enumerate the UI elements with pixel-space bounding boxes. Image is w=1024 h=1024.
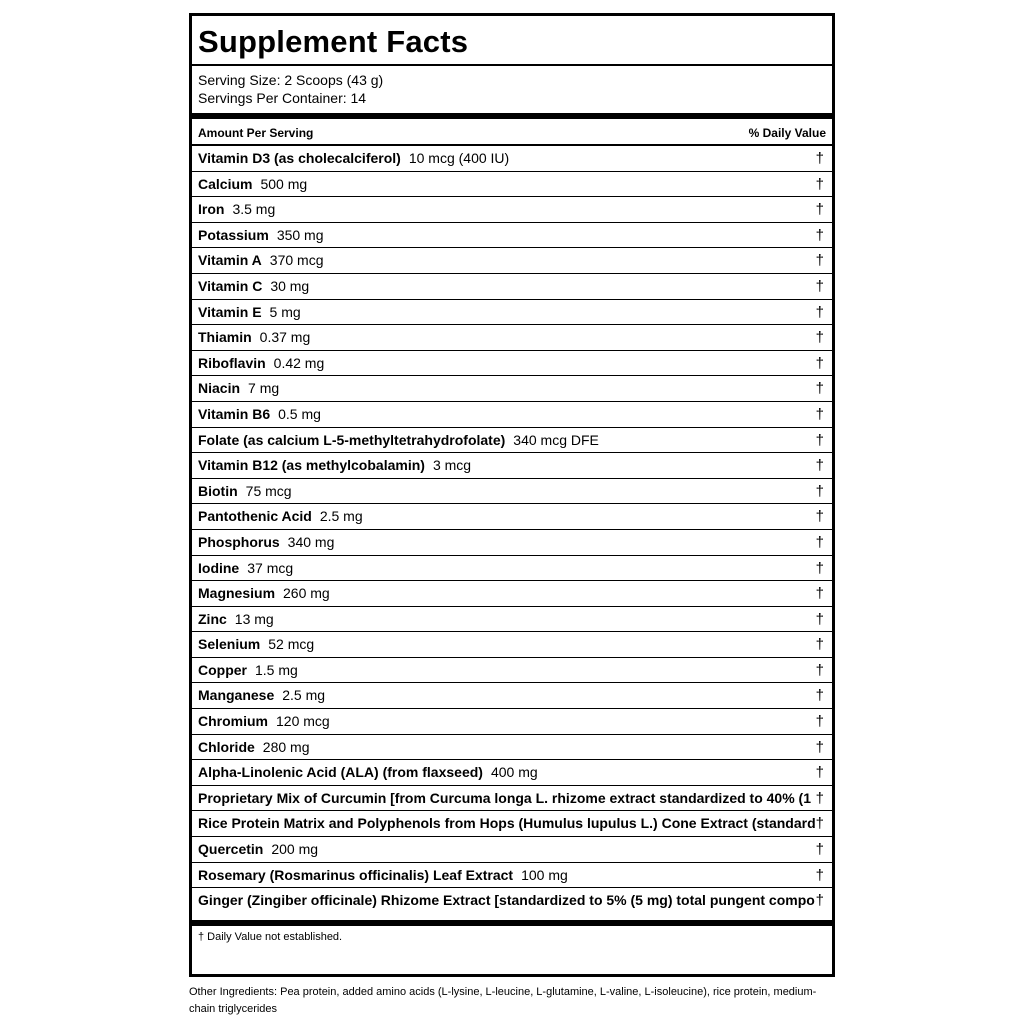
nutrient-entry: [198, 683, 325, 707]
nutrient-entry: [198, 863, 568, 887]
nutrient-amount: 0.42 mg: [273, 354, 325, 371]
nutrient-amount: 370 mcg: [269, 252, 324, 269]
nutrient-row: [192, 863, 832, 889]
nutrient-amount: 5 mg: [269, 303, 301, 320]
nutrient-amount: 1.5 mg: [255, 661, 298, 678]
nutrient-entry: [198, 837, 318, 861]
supplement-facts-panel: [189, 13, 835, 977]
nutrient-entry: [198, 658, 298, 682]
nutrient-name: Manganese: [198, 687, 275, 704]
nutrient-row: [192, 811, 832, 837]
nutrient-entry: [198, 556, 293, 580]
nutrient-name: Selenium: [198, 636, 261, 653]
nutrient-amount: 37 mcg: [247, 559, 294, 576]
nutrient-amount: 10 mcg (400 IU): [408, 150, 510, 166]
amount-per-serving-header: Amount Per Serving: [198, 126, 314, 140]
nutrient-entry: [198, 632, 314, 656]
dagger-symbol: †: [815, 636, 824, 654]
nutrient-row: [192, 556, 832, 582]
nutrient-row: [192, 248, 832, 274]
nutrient-row: [192, 504, 832, 530]
nutrient-row: [192, 658, 832, 684]
dagger-symbol: †: [815, 277, 824, 295]
nutrient-row: [192, 428, 832, 454]
nutrient-name: Folate (as calcium L-5-methyltetrahydrofolate): [198, 431, 506, 448]
nutrient-amount: 100 mg: [521, 866, 568, 883]
nutrient-row: [192, 786, 832, 812]
nutrient-name: Iodine: [198, 559, 240, 576]
nutrient-entry: [198, 504, 363, 528]
nutrient-name: Rosemary (Rosmarinus officinalis) Leaf Extract: [198, 866, 514, 883]
nutrient-name: Magnesium: [198, 585, 276, 602]
dagger-symbol: †: [815, 150, 824, 167]
nutrient-entry: [198, 248, 324, 272]
dagger-symbol: †: [815, 661, 824, 679]
nutrient-amount: 7 mg: [248, 380, 280, 397]
nutrient-entry: [198, 402, 321, 426]
nutrient-amount: 0.37 mg: [259, 329, 311, 346]
nutrient-amount: 30 mg: [270, 277, 310, 294]
dagger-symbol: †: [815, 175, 824, 193]
nutrient-entry: [198, 428, 599, 452]
dagger-symbol: †: [815, 789, 824, 807]
nutrient-amount: 200 mg: [271, 841, 319, 858]
dagger-symbol: †: [815, 764, 824, 782]
nutrient-entry: [198, 300, 301, 324]
nutrient-row: [192, 709, 832, 735]
nutrient-row: [192, 146, 832, 172]
dagger-symbol: †: [815, 380, 824, 398]
nutrient-name: Vitamin C: [198, 277, 263, 294]
dagger-symbol: †: [815, 713, 824, 731]
nutrient-amount: 280 mg: [262, 738, 310, 755]
nutrient-amount: 3.5 mg: [232, 201, 276, 218]
nutrient-entry: [198, 197, 275, 221]
nutrient-amount: 2.5 mg: [319, 508, 363, 525]
nutrient-row: [192, 760, 832, 786]
dagger-symbol: †: [815, 405, 824, 423]
serving-size: Serving Size: 2 Scoops (43 g): [198, 72, 384, 88]
dagger-symbol: †: [815, 508, 824, 526]
dagger-symbol: †: [815, 431, 824, 449]
nutrient-name: Thiamin: [198, 329, 252, 346]
nutrient-entry: [198, 786, 811, 810]
nutrient-row: [192, 530, 832, 556]
nutrient-entry: [198, 223, 324, 247]
nutrient-entry: [198, 811, 816, 835]
nutrient-entry: [198, 581, 330, 605]
nutrient-name: Rice Protein Matrix and Polyphenols from Hops (Humulus lupulus L.) Cone Extract (standard: [198, 815, 816, 832]
nutrient-row: [192, 376, 832, 402]
nutrient-name: Vitamin B6: [198, 405, 271, 422]
footnote: † Daily Value not established.: [198, 931, 343, 943]
nutrient-amount: 340 mcg DFE: [513, 431, 599, 448]
nutrient-row: [192, 274, 832, 300]
nutrient-row: [192, 172, 832, 198]
nutrient-name: Chloride: [198, 738, 255, 755]
nutrient-entry: [198, 735, 309, 759]
column-header-row: [192, 119, 832, 146]
dagger-symbol: †: [815, 892, 824, 910]
nutrient-row: [192, 325, 832, 351]
nutrient-name: Vitamin E: [198, 303, 262, 320]
title-band: [192, 16, 832, 66]
dagger-symbol: †: [815, 738, 824, 756]
nutrient-row: [192, 479, 832, 505]
daily-value-header: % Daily Value: [748, 126, 826, 140]
other-ingredients: Other Ingredients: Pea protein, added amino acids (L-lysine, L-leucine, L-glutamine, L-valine, L-isoleucine), rice protein, medium-chain triglycerides: [189, 986, 817, 1015]
nutrient-entry: [198, 607, 274, 631]
dagger-symbol: †: [815, 610, 824, 628]
nutrient-entry: [198, 172, 307, 196]
dagger-symbol: †: [815, 533, 824, 551]
dagger-symbol: †: [815, 329, 824, 347]
nutrient-row: [192, 300, 832, 326]
nutrient-name: Phosphorus: [198, 533, 280, 550]
nutrient-amount: 120 mcg: [276, 713, 330, 730]
nutrient-amount: 500 mg: [260, 175, 308, 192]
dagger-symbol: †: [815, 482, 824, 500]
nutrient-entry: [198, 376, 279, 400]
nutrient-entry: [198, 530, 334, 554]
nutrient-row: [192, 888, 832, 913]
dagger-symbol: †: [815, 815, 824, 833]
nutrient-name: Niacin: [198, 380, 241, 397]
nutrient-entry: [198, 709, 330, 733]
nutrient-row: [192, 632, 832, 658]
nutrient-amount: 340 mg: [287, 533, 335, 550]
dagger-symbol: †: [815, 457, 824, 475]
nutrient-row: [192, 735, 832, 761]
nutrient-name: Pantothenic Acid: [198, 508, 312, 525]
nutrient-name: Zinc: [198, 610, 227, 627]
nutrient-row: [192, 351, 832, 377]
nutrient-name: Ginger (Zingiber officinale) Rhizome Extract [standardized to 5% (5 mg) total pungent compo: [198, 892, 815, 909]
nutrient-amount: 400 mg: [490, 764, 538, 781]
nutrient-row: [192, 402, 832, 428]
nutrient-entry: [198, 760, 538, 784]
nutrient-amount: 0.5 mg: [278, 405, 321, 422]
dagger-symbol: †: [815, 303, 824, 321]
thick-divider-bottom: [192, 920, 832, 926]
nutrient-entry: [198, 453, 471, 477]
nutrient-name: Potassium: [198, 226, 269, 243]
dagger-symbol: †: [815, 866, 824, 884]
nutrient-amount: 2.5 mg: [282, 687, 326, 704]
nutrient-name: Iron: [198, 201, 225, 218]
nutrient-name: Chromium: [198, 713, 268, 730]
dagger-symbol: †: [815, 252, 824, 270]
nutrient-entry: [198, 274, 309, 298]
nutrient-name: Vitamin B12 (as methylcobalamin): [198, 457, 425, 474]
nutrient-name: Alpha-Linolenic Acid (ALA) (from flaxseed): [198, 764, 483, 781]
nutrient-row: [192, 223, 832, 249]
nutrient-list: [192, 146, 832, 920]
nutrient-entry: [198, 146, 509, 170]
dagger-symbol: †: [815, 201, 824, 219]
nutrient-name: Vitamin A: [198, 252, 262, 269]
nutrient-entry: [198, 351, 324, 375]
nutrient-name: Riboflavin: [198, 354, 266, 371]
servings-per-container: Servings Per Container: 14: [198, 90, 367, 106]
nutrient-row: [192, 683, 832, 709]
nutrient-entry: [198, 888, 815, 912]
nutrient-name: Copper: [198, 661, 247, 678]
nutrient-amount: 52 mcg: [268, 636, 315, 653]
nutrient-name: Biotin: [198, 482, 238, 499]
dagger-symbol: †: [815, 559, 824, 577]
nutrient-row: [192, 453, 832, 479]
nutrient-amount: 75 mcg: [245, 482, 292, 499]
dagger-symbol: †: [815, 841, 824, 859]
nutrient-name: Proprietary Mix of Curcumin [from Curcuma longa L. rhizome extract standardized to 40% (1: [198, 789, 812, 806]
nutrient-amount: 3 mcg: [432, 457, 472, 474]
dagger-symbol: †: [815, 226, 824, 244]
dagger-symbol: †: [815, 354, 824, 372]
serving-info: [198, 71, 383, 107]
nutrient-row: [192, 837, 832, 863]
nutrient-amount: 260 mg: [283, 585, 330, 602]
nutrient-name: Quercetin: [198, 841, 264, 858]
nutrient-row: [192, 581, 832, 607]
nutrient-amount: 350 mg: [276, 226, 324, 243]
panel-title: Supplement Facts: [198, 24, 469, 59]
nutrient-name: Vitamin D3 (as cholecalciferol): [198, 150, 401, 166]
nutrient-amount: 13 mg: [234, 610, 274, 627]
nutrient-row: [192, 197, 832, 223]
dagger-symbol: †: [815, 585, 824, 603]
nutrient-row: [192, 607, 832, 633]
nutrient-entry: [198, 479, 292, 503]
nutrient-name: Calcium: [198, 175, 253, 192]
dagger-symbol: †: [815, 687, 824, 705]
nutrient-entry: [198, 325, 310, 349]
